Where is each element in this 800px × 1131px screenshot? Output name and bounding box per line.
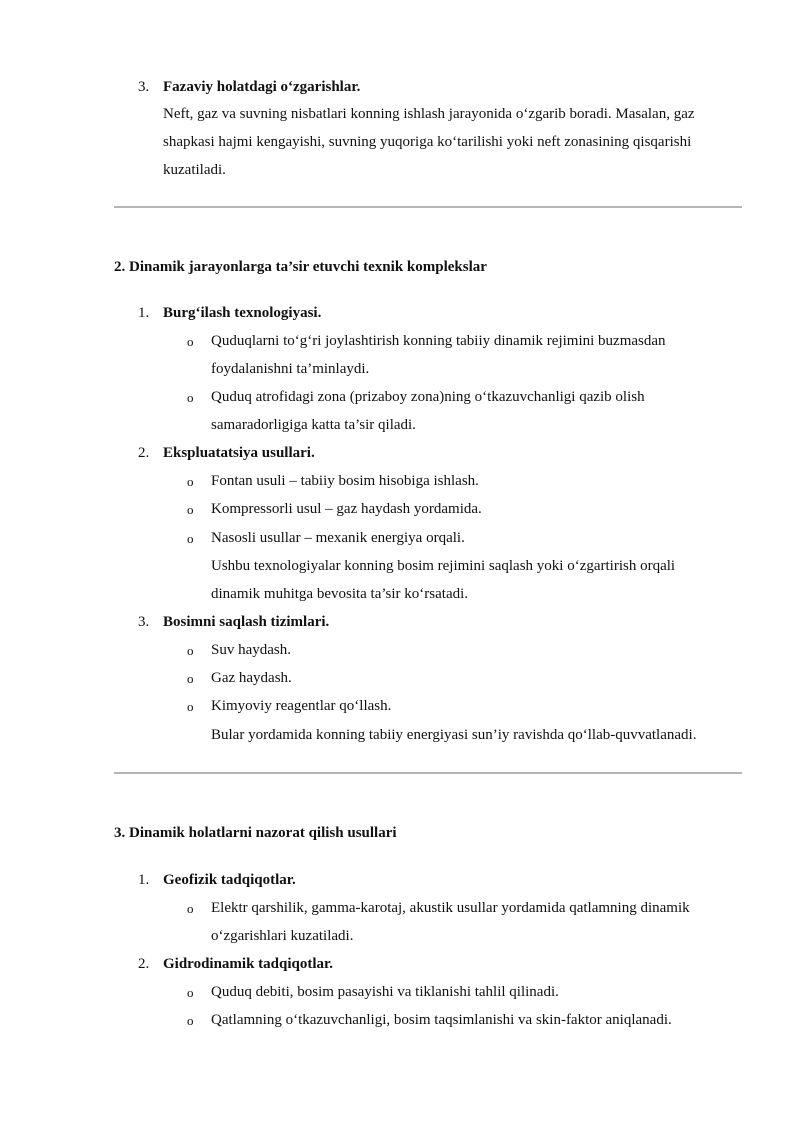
bullet-text: Nasosli usullar – mexanik energiya orqali. [211,530,465,546]
horizontal-rule [114,772,742,774]
bullet-marker: o [187,671,194,686]
bullet-marker: o [187,531,194,546]
section-heading: 2. Dinamik jarayonlarga ta’sir etuvchi texnik komplekslar [114,259,487,275]
bullet-marker: o [187,502,194,517]
bullet-marker: o [187,390,194,405]
bullet-text: Quduqlarni to‘g‘ri joylashtirish konning tabiiy dinamik rejimini buzmasdan [211,333,666,349]
bullet-marker: o [187,643,194,658]
list-number: 2. [138,445,150,461]
bullet-text: o‘zgarishlari kuzatiladi. [211,928,354,944]
bullet-marker: o [187,985,194,1000]
list-item-title: Bosimni saqlash tizimlari. [163,614,330,630]
bullet-text: Qatlamning o‘tkazuvchanligi, bosim taqsimlanishi va skin-faktor aniqlanadi. [211,1012,672,1028]
bullet-text: Kompressorli usul – gaz haydash yordamida. [211,501,482,517]
list-number: 2. [138,956,150,972]
bullet-marker: o [187,901,194,916]
paragraph-line: kuzatiladi. [163,162,226,178]
bullet-text: Fontan usuli – tabiiy bosim hisobiga ishlash. [211,473,479,489]
bullet-marker: o [187,699,194,714]
list-number: 3. [138,79,150,95]
bullet-text: Ushbu texnologiyalar konning bosim rejimini saqlash yoki o‘zgartirish orqali [211,558,676,574]
list-item-title: Fazaviy holatdagi o‘zgarishlar. [163,79,361,95]
bullet-marker: o [187,474,194,489]
horizontal-rule [114,206,742,208]
bullet-text: Quduq debiti, bosim pasayishi va tiklanishi tahlil qilinadi. [211,984,559,1000]
bullet-marker: o [187,1013,194,1028]
bullet-text: Suv haydash. [211,642,291,658]
paragraph-line: shapkasi hajmi kengayishi, suvning yuqoriga ko‘tarilishi yoki neft zonasining qisqarishi [163,134,692,150]
bullet-text: Quduq atrofidagi zona (prizaboy zona)ning o‘tkazuvchanligi qazib olish [211,389,645,405]
section-heading: 3. Dinamik holatlarni nazorat qilish usullari [114,825,397,841]
bullet-text: foydalanishni ta’minlaydi. [211,361,370,377]
list-item-title: Ekspluatatsiya usullari. [163,445,315,461]
list-item-title: Gidrodinamik tadqiqotlar. [163,956,334,972]
bullet-text: samaradorligiga katta ta’sir qiladi. [211,417,416,433]
list-number: 1. [138,872,150,888]
bullet-text: Elektr qarshilik, gamma-karotaj, akustik usullar yordamida qatlamning dinamik [211,900,690,916]
bullet-text: dinamik muhitga bevosita ta’sir ko‘rsatadi. [211,586,469,602]
paragraph-line: Neft, gaz va suvning nisbatlari konning ishlash jarayonida o‘zgarib boradi. Masalan, gaz [163,106,695,122]
bullet-marker: o [187,334,194,349]
list-item-title: Burg‘ilash texnologiyasi. [163,305,322,321]
list-number: 3. [138,614,150,630]
list-number: 1. [138,305,150,321]
bullet-text: Bular yordamida konning tabiiy energiyasi sun’iy ravishda qo‘llab-quvvatlanadi. [211,727,697,743]
bullet-text: Gaz haydash. [211,670,292,686]
bullet-text: Kimyoviy reagentlar qo‘llash. [211,698,392,714]
list-item-title: Geofizik tadqiqotlar. [163,872,296,888]
